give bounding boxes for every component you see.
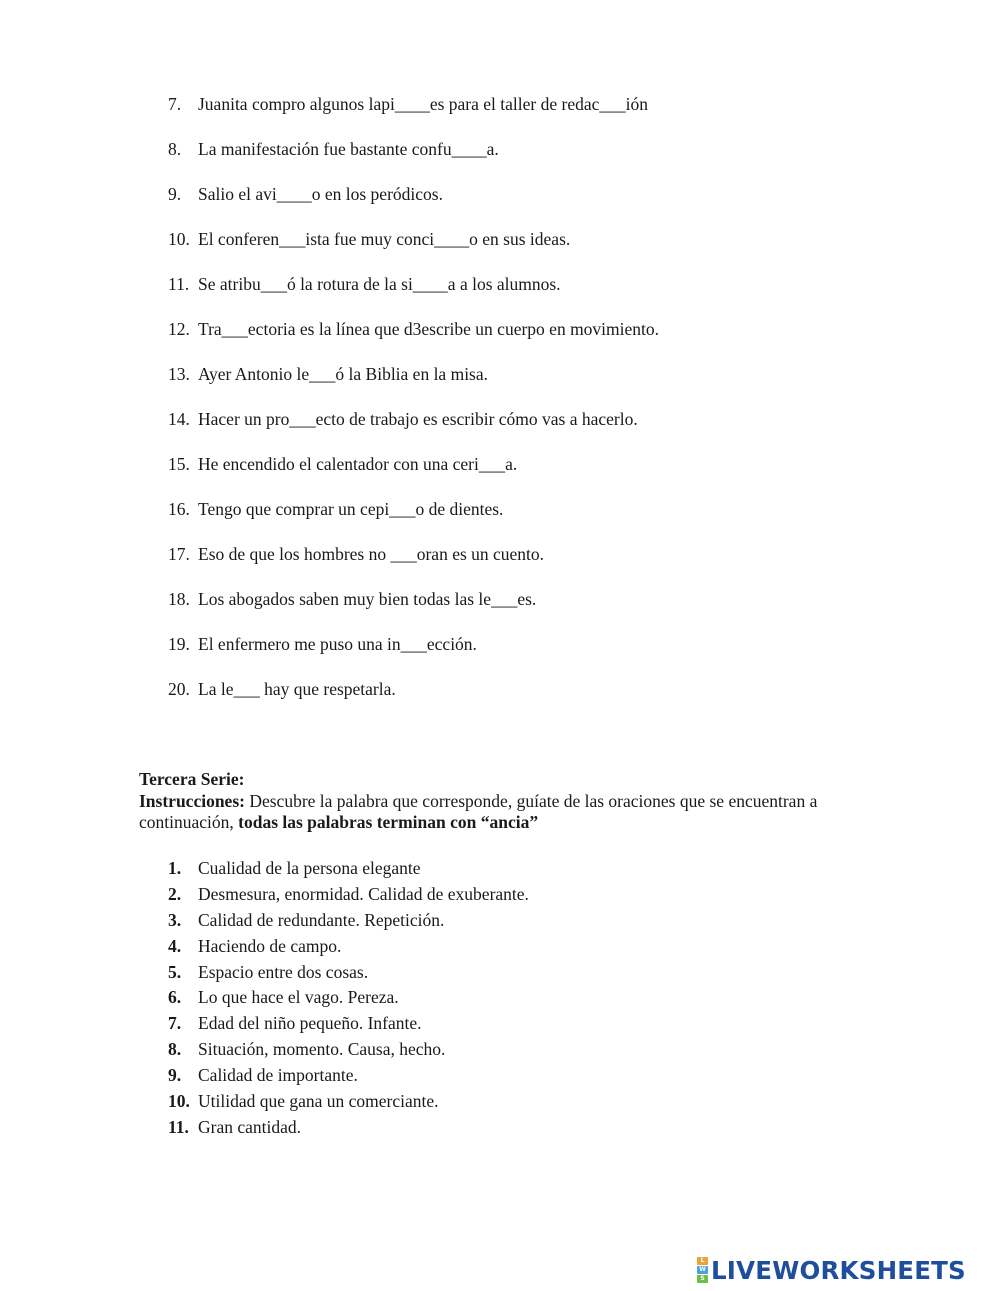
section-title: Tercera Serie: bbox=[139, 769, 245, 789]
definition-number: 3. bbox=[168, 909, 182, 930]
question-item bbox=[168, 137, 659, 182]
instructions-text: Descubre la palabra que corresponde, guíate de las oraciones que se encuentran a continuación, bbox=[139, 790, 818, 832]
question-item bbox=[168, 182, 659, 227]
definition-item bbox=[168, 986, 529, 1012]
definition-text: Edad del niño pequeño. Infante. bbox=[198, 1013, 422, 1034]
definition-text: Cualidad de la persona elegante bbox=[198, 858, 421, 878]
question-number: 14. bbox=[168, 409, 190, 429]
question-text: La manifestación fue bastante confu____a. bbox=[198, 139, 499, 159]
definition-item bbox=[168, 1064, 529, 1090]
definition-item bbox=[168, 883, 529, 909]
definition-number: 1. bbox=[168, 858, 182, 878]
question-text: Tengo que comprar un cepi___o de dientes. bbox=[198, 499, 504, 519]
definition-number: 10. bbox=[168, 1091, 190, 1112]
question-item bbox=[168, 272, 659, 317]
question-number: 20. bbox=[168, 679, 190, 699]
question-number: 16. bbox=[168, 499, 190, 519]
question-number: 13. bbox=[168, 364, 190, 384]
question-number: 10. bbox=[168, 229, 190, 249]
definition-number: 9. bbox=[168, 1065, 182, 1086]
logo-block-s: S bbox=[697, 1275, 708, 1283]
definition-text: Desmesura, enormidad. Calidad de exuberante. bbox=[198, 883, 529, 904]
question-item bbox=[168, 677, 659, 722]
question-text: El enfermero me puso una in___ección. bbox=[198, 634, 477, 654]
definition-text: Calidad de importante. bbox=[198, 1065, 358, 1086]
definition-number: 2. bbox=[168, 883, 182, 904]
question-number: 7. bbox=[168, 94, 182, 114]
definition-number: 6. bbox=[168, 987, 182, 1008]
question-text: Los abogados saben muy bien todas las le___es. bbox=[198, 589, 537, 609]
instructions-label: Instrucciones: bbox=[139, 790, 245, 811]
question-text: La le___ hay que respetarla. bbox=[198, 679, 396, 699]
question-text: Juanita compro algunos lapi____es para el taller de redac___ión bbox=[198, 94, 648, 114]
definition-item bbox=[168, 1116, 529, 1142]
question-number: 9. bbox=[168, 184, 182, 204]
definition-item bbox=[168, 1038, 529, 1064]
logo-block-w: W bbox=[697, 1266, 708, 1274]
question-list bbox=[168, 92, 659, 722]
question-item bbox=[168, 497, 659, 542]
question-number: 19. bbox=[168, 634, 190, 654]
question-text: He encendido el calentador con una ceri___a. bbox=[198, 454, 518, 474]
definition-item bbox=[168, 909, 529, 935]
definition-text: Situación, momento. Causa, hecho. bbox=[198, 1039, 446, 1060]
definition-text: Espacio entre dos cosas. bbox=[198, 961, 369, 982]
question-item bbox=[168, 407, 659, 452]
question-text: Eso de que los hombres no ___oran es un cuento. bbox=[198, 544, 545, 564]
definition-item bbox=[168, 1090, 529, 1116]
question-text: Se atribu___ó la rotura de la si____a a los alumnos. bbox=[198, 274, 561, 294]
question-text: El conferen___ista fue muy conci____o en sus ideas. bbox=[198, 229, 571, 249]
question-item bbox=[168, 92, 659, 137]
definition-item bbox=[168, 1012, 529, 1038]
definition-text: Calidad de redundante. Repetición. bbox=[198, 909, 445, 930]
question-number: 12. bbox=[168, 319, 190, 339]
question-number: 18. bbox=[168, 589, 190, 609]
section-instructions bbox=[139, 791, 839, 834]
question-number: 8. bbox=[168, 139, 182, 159]
question-item bbox=[168, 227, 659, 272]
question-number: 15. bbox=[168, 454, 190, 474]
definition-item bbox=[168, 857, 529, 883]
definition-text: Gran cantidad. bbox=[198, 1116, 302, 1137]
instructions-emphasis: todas las palabras terminan con “ancia” bbox=[238, 812, 539, 832]
definition-text: Lo que hace el vago. Pereza. bbox=[198, 987, 399, 1008]
logo-text: LIVEWORKSHEETS bbox=[711, 1255, 966, 1285]
question-text: Tra___ectoria es la línea que d3escribe un cuerpo en movimiento. bbox=[198, 319, 660, 339]
liveworksheets-logo[interactable] bbox=[697, 1255, 966, 1285]
question-item bbox=[168, 317, 659, 362]
question-item bbox=[168, 632, 659, 677]
definition-text: Utilidad que gana un comerciante. bbox=[198, 1091, 439, 1112]
definition-item bbox=[168, 961, 529, 987]
question-number: 17. bbox=[168, 544, 190, 564]
tercera-serie-section bbox=[139, 769, 839, 834]
question-item bbox=[168, 362, 659, 407]
question-item bbox=[168, 452, 659, 497]
definition-item bbox=[168, 935, 529, 961]
logo-block-l: L bbox=[697, 1257, 708, 1265]
question-text: Salio el avi____o en los peródicos. bbox=[198, 184, 443, 204]
question-item bbox=[168, 587, 659, 632]
definition-number: 8. bbox=[168, 1039, 182, 1060]
definition-text: Haciendo de campo. bbox=[198, 935, 342, 956]
definition-list bbox=[168, 857, 529, 1142]
question-text: Ayer Antonio le___ó la Biblia en la misa. bbox=[198, 364, 489, 384]
question-item bbox=[168, 542, 659, 587]
definition-number: 5. bbox=[168, 961, 182, 982]
question-number: 11. bbox=[168, 274, 190, 294]
definition-number: 7. bbox=[168, 1013, 182, 1034]
question-text: Hacer un pro___ecto de trabajo es escribir cómo vas a hacerlo. bbox=[198, 409, 638, 429]
definition-number: 11. bbox=[168, 1116, 189, 1137]
definition-number: 4. bbox=[168, 935, 182, 956]
logo-blocks-icon bbox=[697, 1257, 708, 1283]
